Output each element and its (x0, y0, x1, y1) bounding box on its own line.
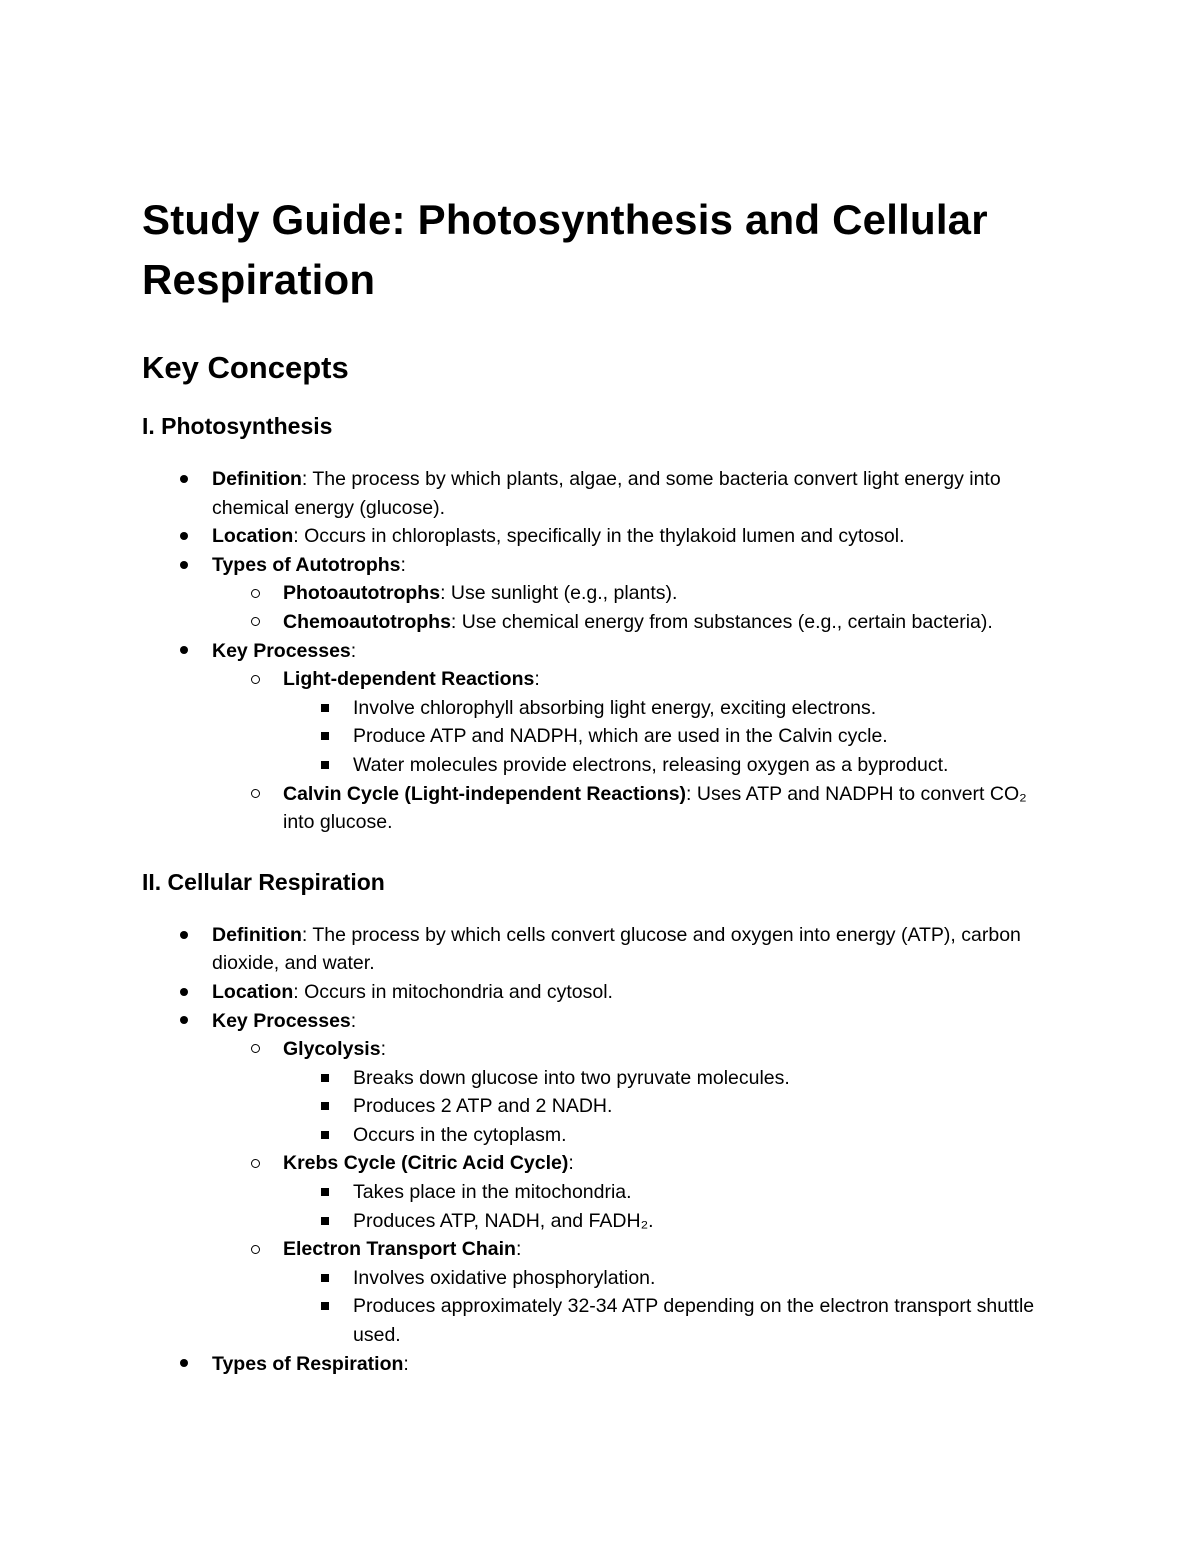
point-item (283, 751, 1062, 780)
list-item (142, 465, 1062, 522)
sub-list (142, 1035, 1062, 1350)
list-item (142, 1007, 1062, 1350)
item-text: : (380, 1038, 386, 1061)
point-text: Involve chlorophyll absorbing light energy, exciting electrons. (353, 696, 877, 719)
item-text: : The process by which cells convert glucose and oxygen into energy (ATP), carbon dioxide, and water. (212, 923, 1021, 975)
sub-list-item (212, 780, 1062, 837)
bullet-circle-icon (245, 665, 265, 694)
item-text: : (515, 1238, 522, 1261)
point-text: Produce ATP and NADPH, which are used in the Calvin cycle. (353, 725, 888, 748)
item-text: : (568, 1152, 574, 1175)
item-label: Electron Transport Chain (283, 1238, 516, 1261)
point-item (283, 1178, 1062, 1207)
bullet-square-icon (315, 1292, 335, 1321)
point-text: Involves oxidative phosphorylation. (353, 1266, 656, 1289)
list-item (142, 522, 1062, 551)
point-list (212, 1064, 1062, 1150)
bullet-dot-icon (174, 637, 194, 666)
bullet-dot-icon (174, 465, 194, 494)
bullet-circle-icon (245, 579, 265, 608)
point-item (283, 1292, 1062, 1349)
item-label: Location (212, 980, 294, 1003)
bullet-square-icon (315, 751, 335, 780)
bullet-dot-icon (174, 921, 194, 950)
document-page (142, 190, 1062, 1378)
item-label: Chemoautotrophs (283, 610, 451, 633)
point-item (283, 722, 1062, 751)
point-item (283, 1121, 1062, 1150)
point-list (212, 1178, 1062, 1235)
bullet-circle-icon (245, 608, 265, 637)
bullet-dot-icon (174, 522, 194, 551)
sub-list-item (212, 579, 1062, 608)
list-item (142, 1350, 1062, 1379)
bullet-square-icon (315, 694, 335, 723)
bullet-circle-icon (245, 1235, 265, 1264)
sub-list-item (212, 1149, 1062, 1235)
list-item (142, 921, 1062, 978)
bullet-circle-icon (245, 780, 265, 809)
item-text: : (534, 668, 540, 691)
bullet-dot-icon (174, 978, 194, 1007)
heading-photosynthesis: I. Photosynthesis (142, 413, 333, 439)
item-label: Definition (212, 468, 302, 490)
list-item (142, 978, 1062, 1007)
bullet-circle-icon (245, 1149, 265, 1178)
item-text: : Occurs in chloroplasts, specifically in the thylakoid lumen and cytosol. (293, 525, 905, 548)
section-heading-key-concepts: Key Concepts (142, 350, 349, 385)
point-text: Produces ATP, NADH, and FADH₂. (353, 1209, 654, 1232)
item-text: : (350, 1009, 357, 1032)
point-item (283, 1092, 1062, 1121)
point-list (212, 1264, 1062, 1350)
point-text: Breaks down glucose into two pyruvate molecules. (353, 1066, 790, 1089)
sub-list (142, 665, 1062, 837)
heading-cellular-respiration: II. Cellular Respiration (142, 868, 385, 895)
item-label: Key Processes (212, 1009, 351, 1032)
point-text: Occurs in the cytoplasm. (353, 1123, 567, 1146)
point-item (283, 1264, 1062, 1293)
item-label: Light-dependent Reactions (283, 668, 535, 691)
point-text: Produces approximately 32-34 ATP depending on the electron transport shuttle used. (353, 1295, 1035, 1347)
bullet-square-icon (315, 1121, 335, 1150)
bullet-circle-icon (245, 1035, 265, 1064)
sub-list-item (212, 1035, 1062, 1149)
point-text: Produces 2 ATP and 2 NADH. (353, 1095, 613, 1118)
item-text: : Use chemical energy from substances (e.g., certain bacteria). (450, 610, 993, 633)
document-title: Study Guide: Photosynthesis and Cellular Respiration (142, 196, 988, 303)
point-list (212, 694, 1062, 780)
bullet-square-icon (315, 1207, 335, 1236)
list-item (142, 551, 1062, 637)
item-text: : (403, 1352, 409, 1375)
item-label: Location (212, 525, 294, 548)
bullet-square-icon (315, 1264, 335, 1293)
bullet-square-icon (315, 1178, 335, 1207)
point-item (283, 1064, 1062, 1093)
sub-list (142, 579, 1062, 636)
bullet-dot-icon (174, 1007, 194, 1036)
item-label: Key Processes (212, 639, 351, 662)
bullet-dot-icon (174, 1350, 194, 1379)
item-label: Types of Respiration (212, 1352, 404, 1375)
item-text: : Use sunlight (e.g., plants). (440, 582, 678, 605)
point-item (283, 694, 1062, 723)
item-label: Types of Autotrophs (212, 553, 401, 576)
item-label: Glycolysis (283, 1038, 381, 1061)
bullet-dot-icon (174, 551, 194, 580)
item-label: Photoautotrophs (283, 582, 441, 605)
sub-list-item (212, 665, 1062, 779)
item-text: : (350, 639, 357, 662)
bullet-square-icon (315, 722, 335, 751)
list-item (142, 637, 1062, 837)
sub-list-item (212, 608, 1062, 637)
item-text: : Occurs in mitochondria and cytosol. (293, 980, 613, 1003)
item-label: Krebs Cycle (Citric Acid Cycle) (283, 1152, 569, 1175)
item-text: : The process by which plants, algae, and some bacteria convert light energy into chemical energy (glucose). (212, 468, 1001, 519)
bullet-square-icon (315, 1064, 335, 1093)
item-text: : (400, 553, 406, 576)
item-text: : Uses ATP and NADPH to convert CO₂ into glucose. (283, 782, 1027, 834)
photosynthesis-list (142, 465, 1062, 837)
point-text: Takes place in the mitochondria. (353, 1181, 632, 1204)
item-label: Calvin Cycle (Light-independent Reactions) (283, 782, 687, 805)
cellular-respiration-list (142, 921, 1062, 1379)
bullet-square-icon (315, 1092, 335, 1121)
item-label: Definition (212, 923, 302, 946)
sub-list-item (212, 1235, 1062, 1349)
point-text: Water molecules provide electrons, releasing oxygen as a byproduct. (353, 753, 949, 776)
point-item (283, 1207, 1062, 1236)
